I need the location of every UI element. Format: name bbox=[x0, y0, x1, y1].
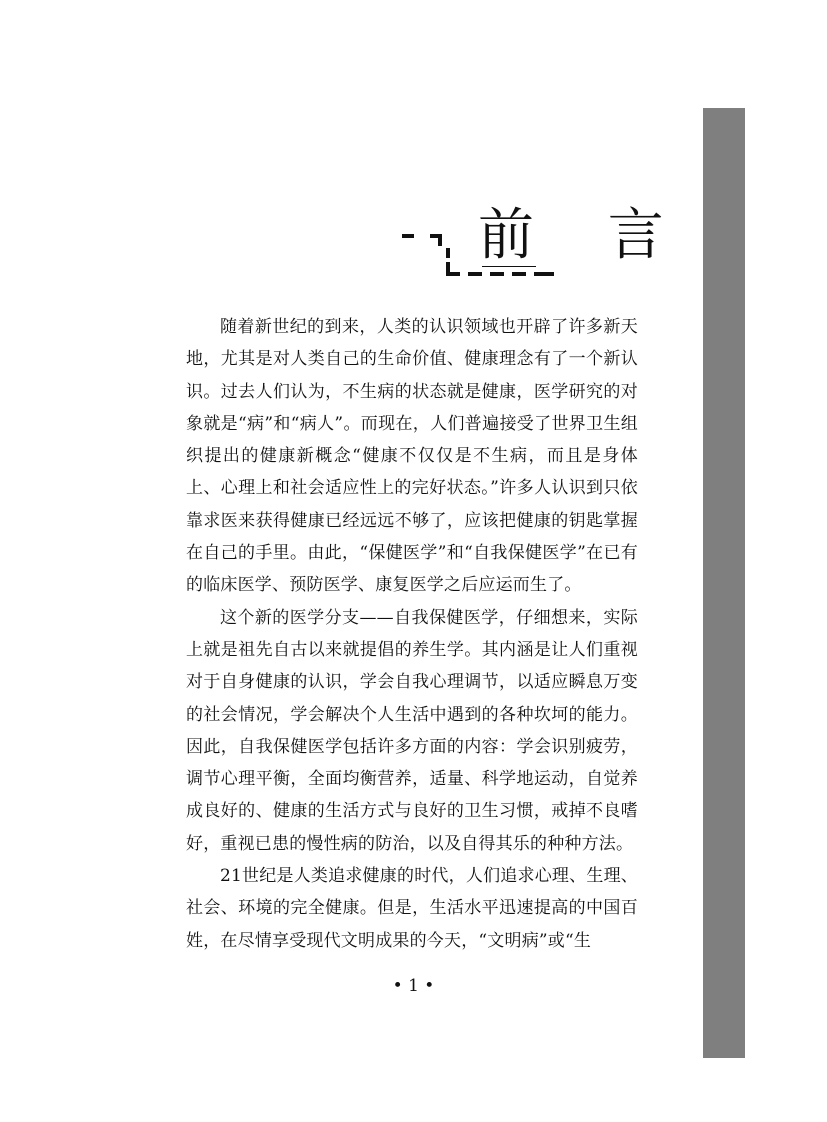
paragraph-1: 随着新世纪的到来，人类的认识领域也开辟了许多新天地，尤其是对人类自己的生命价值、健康理念有了一个新认识。过去人们认为，不生病的状态就是健康，医学研究的对象就是“病”和“病人”。而现在，人们普遍接受了世界卫生组织提出的健康新概念“健康不仅仅是不生病，而且是身体上、心理上和社会适应性上的完好状态。”许多人认识到只依靠求医来获得健康已经远远不够了，应该把健康的钥匙掌握在自己的手里。由此，“保健医学”和“自我保健医学”在已有的临床医学、预防医学、康复医学之后应运而生了。 bbox=[186, 317, 638, 596]
title-underline bbox=[482, 266, 536, 267]
chapter-heading bbox=[398, 200, 692, 290]
page-title: 前 言 bbox=[478, 203, 692, 268]
preface-body bbox=[186, 311, 638, 957]
paragraph-2: 这个新的医学分支——自我保健医学，仔细想来，实际上就是祖先自古以来就提倡的养生学。其内涵是让人们重视对于自身健康的认识，学会自我心理调节，以适应瞬息万变的社会情况，学会解决个人生活中遇到的各种坎坷的能力。因此，自我保健医学包括许多方面的内容：学会识别疲劳，调节心理平衡，全面均衡营养，适量、科学地运动，自觉养成良好的、健康的生活方式与良好的卫生习惯，戒掉不良嗜好，重视已患的慢性病的防治，以及自得其乐的种种方法。 bbox=[186, 607, 638, 854]
paragraph-3: 21世纪是人类追求健康的时代，人们追求心理、生理、社会、环境的完全健康。但是，生活水平迅速提高的中国百姓，在尽情享受现代文明成果的今天，“文明病”或“生 bbox=[186, 866, 638, 951]
page-number: • 1 • bbox=[392, 976, 435, 996]
side-thumb-tab bbox=[703, 108, 745, 1058]
